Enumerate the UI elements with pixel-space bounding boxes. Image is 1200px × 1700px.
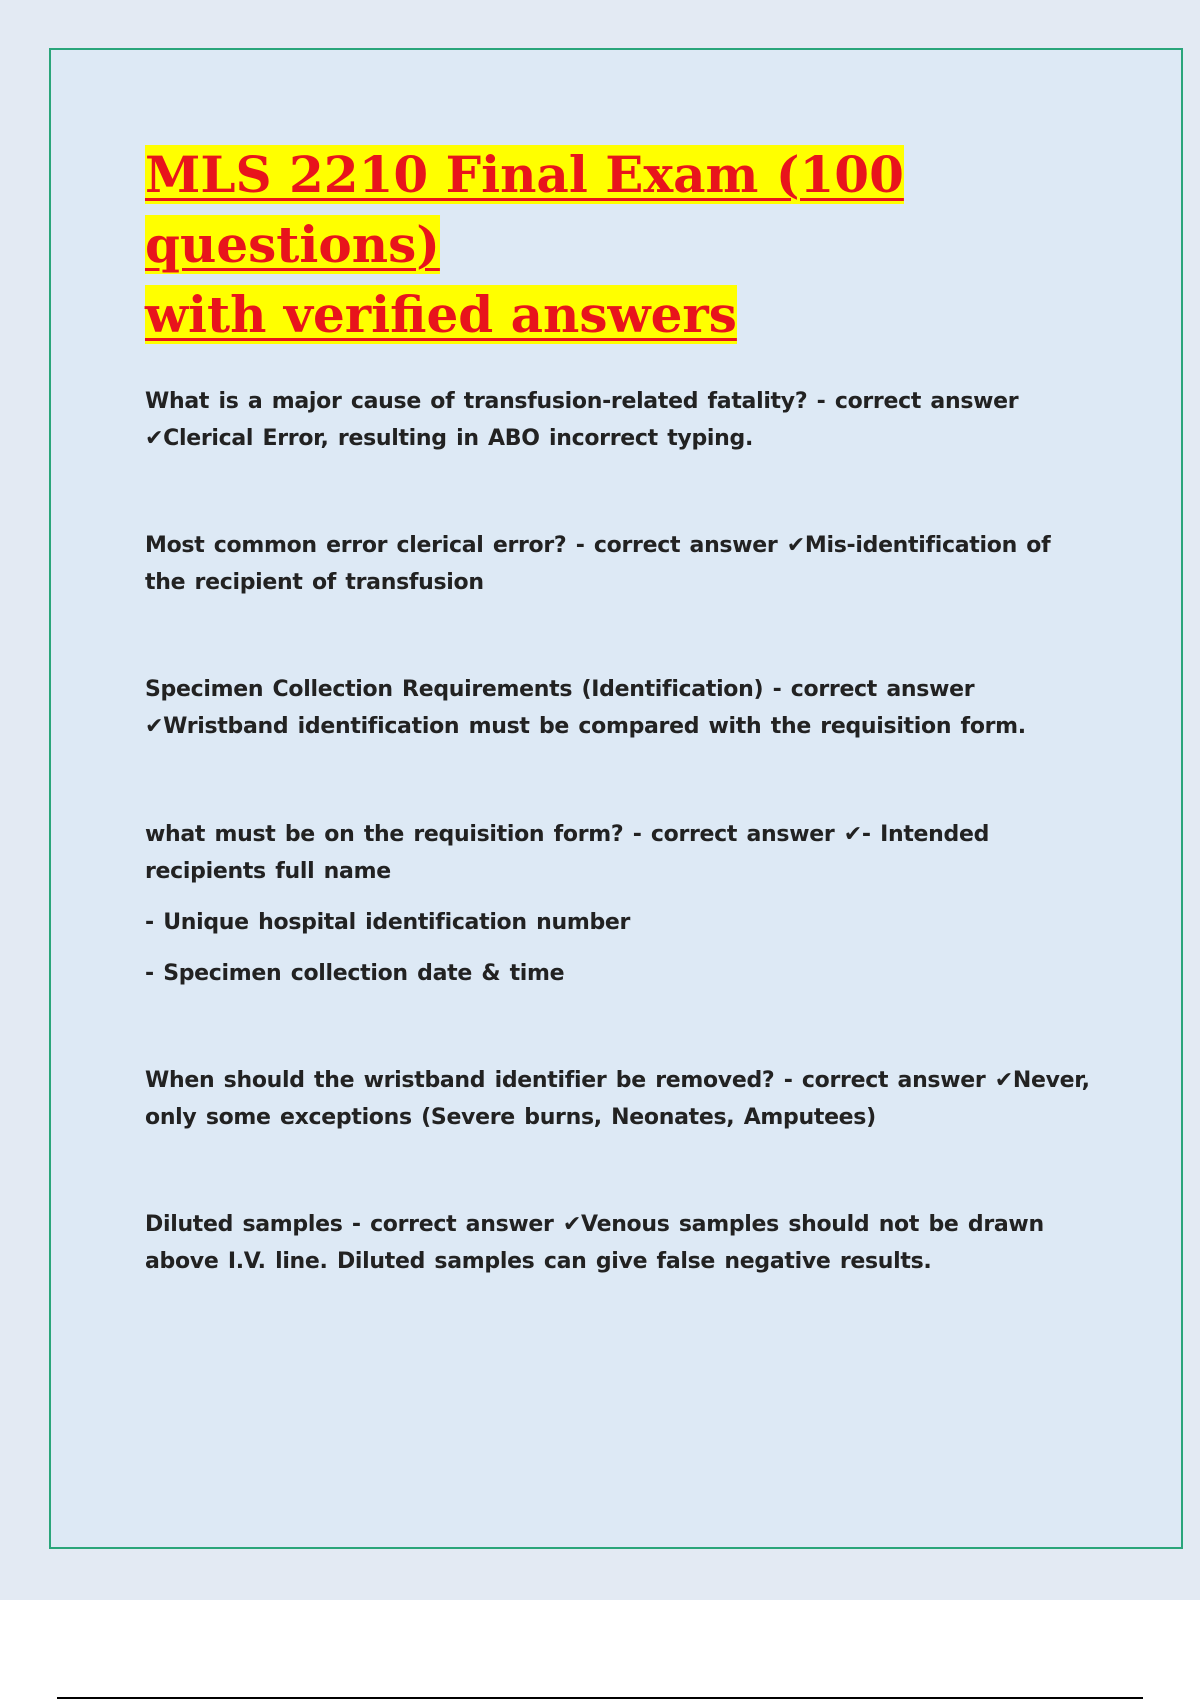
footer-divider [57,1697,1143,1699]
qa-list [145,383,1090,1280]
qa-item-4-bullet-2: - Specimen collection date & time [145,961,565,986]
title-line-2: with verified answers [145,285,737,344]
qa-item-3: Specimen Collection Requirements (Identification) - correct answer ✔Wristband identification must be compared with the requisition form. [145,677,1026,739]
qa-item-4: what must be on the requisition form? - correct answer ✔- Intended recipients full name [145,822,990,884]
qa-item-6: Diluted samples - correct answer ✔Venous samples should not be drawn above I.V. line. Diluted samples can give false negative results. [145,1212,1044,1274]
qa-item-4-bullet-1: - Unique hospital identification number [145,910,631,935]
qa-item-1: What is a major cause of transfusion-related fatality? - correct answer ✔Clerical Error, resulting in ABO incorrect typing. [145,389,1019,451]
qa-item-2: Most common error clerical error? - correct answer ✔Mis-identification of the recipient of transfusion [145,533,1051,595]
qa-item-5: When should the wristband identifier be removed? - correct answer ✔Never, only some exceptions (Severe burns, Neonates, Amputees) [145,1068,1090,1130]
title-line-1: MLS 2210 Final Exam (100 questions) [145,145,904,274]
document-title [145,140,1105,350]
